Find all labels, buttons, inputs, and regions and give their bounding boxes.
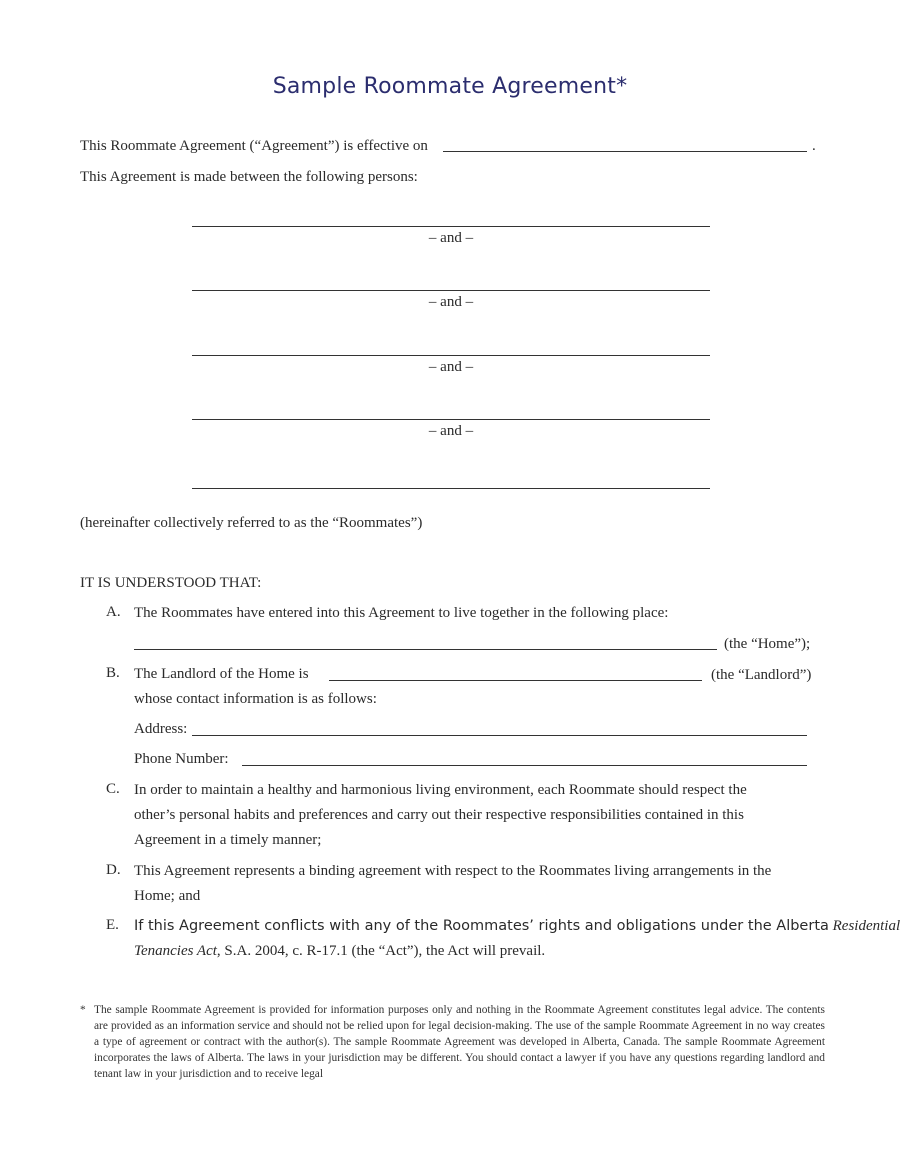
landlord-phone-field[interactable] <box>242 765 807 766</box>
and-separator: – and – <box>428 230 474 246</box>
act-name-italic-cont: Tenancies Act <box>134 943 217 959</box>
clause-e-rest: , S.A. 2004, c. R-17.1 (the “Act”), the Act will prevail. <box>216 943 546 959</box>
clause-b-letter: B. <box>106 665 120 681</box>
clause-c-line3: Agreement in a timely manner; <box>134 832 322 848</box>
between-text: This Agreement is made between the following persons: <box>80 169 418 185</box>
hereinafter-text: (hereinafter collectively referred to as the “Roommates”) <box>80 515 423 531</box>
clause-c-line1: In order to maintain a healthy and harmonious living environment, each Roommate should respect the <box>134 782 747 798</box>
party-2-name-field[interactable] <box>192 290 710 291</box>
and-separator: – and – <box>428 359 474 375</box>
address-label: Address: <box>134 721 188 737</box>
act-name-italic: Residential <box>832 918 900 934</box>
footnote <box>80 1002 825 1082</box>
effective-date-field[interactable] <box>443 151 807 152</box>
home-address-field[interactable] <box>134 649 717 650</box>
clause-d-line1: This Agreement represents a binding agreement with respect to the Roommates living arrangements in the <box>134 863 772 879</box>
and-separator: – and – <box>428 423 474 439</box>
clause-e-line2 <box>134 939 545 964</box>
clause-a-letter: A. <box>106 604 121 620</box>
clause-d-letter: D. <box>106 862 121 878</box>
landlord-address-field[interactable] <box>192 735 807 736</box>
party-1-name-field[interactable] <box>192 226 710 227</box>
clause-c-line2: other’s personal habits and preferences and carry out their respective responsibilities contained in this <box>134 807 744 823</box>
phone-label: Phone Number: <box>134 751 229 767</box>
effective-end: . <box>812 138 816 154</box>
clause-a-text: The Roommates have entered into this Agreement to live together in the following place: <box>134 605 669 621</box>
party-5-name-field[interactable] <box>192 488 710 489</box>
clause-b-suffix: (the “Landlord”) <box>711 667 812 683</box>
clause-a-suffix: (the “Home”); <box>724 636 811 652</box>
footnote-text: The sample Roommate Agreement is provided for information purposes only and nothing in the Roommate Agreement constitutes legal advice. The contents are provided as an information service and should not be relied upon for legal decision-making. The use of the sample Roommate Agreement in no way creates a type of agreement or contract with the author(s). The sample Roommate Agreement was developed in Alberta, Canada. The sample Roommate Agreement incorporates the laws of Alberta. The laws in your jurisdiction may be different. You should contact a lawyer if you have any questions regarding landlord and tenant law in your jurisdiction and to receive legal <box>94 1004 825 1080</box>
clause-b-text: The Landlord of the Home is <box>134 666 309 682</box>
clause-c-letter: C. <box>106 781 120 797</box>
clause-e-letter: E. <box>106 917 119 933</box>
page-title: Sample Roommate Agreement* <box>272 74 628 99</box>
understood-heading: IT IS UNDERSTOOD THAT: <box>80 575 262 591</box>
footnote-marker: * <box>80 1004 86 1016</box>
clause-b-line2: whose contact information is as follows: <box>134 691 377 707</box>
clause-e-sans-text: If this Agreement conflicts with any of the Roommates’ rights and obligations under the Alberta <box>134 918 829 934</box>
clause-d-line2: Home; and <box>134 888 201 904</box>
effective-text: This Roommate Agreement (“Agreement”) is effective on <box>80 138 428 154</box>
party-3-name-field[interactable] <box>192 355 710 356</box>
clause-e-line1 <box>134 914 900 939</box>
landlord-name-field[interactable] <box>329 680 702 681</box>
and-separator: – and – <box>428 294 474 310</box>
party-4-name-field[interactable] <box>192 419 710 420</box>
